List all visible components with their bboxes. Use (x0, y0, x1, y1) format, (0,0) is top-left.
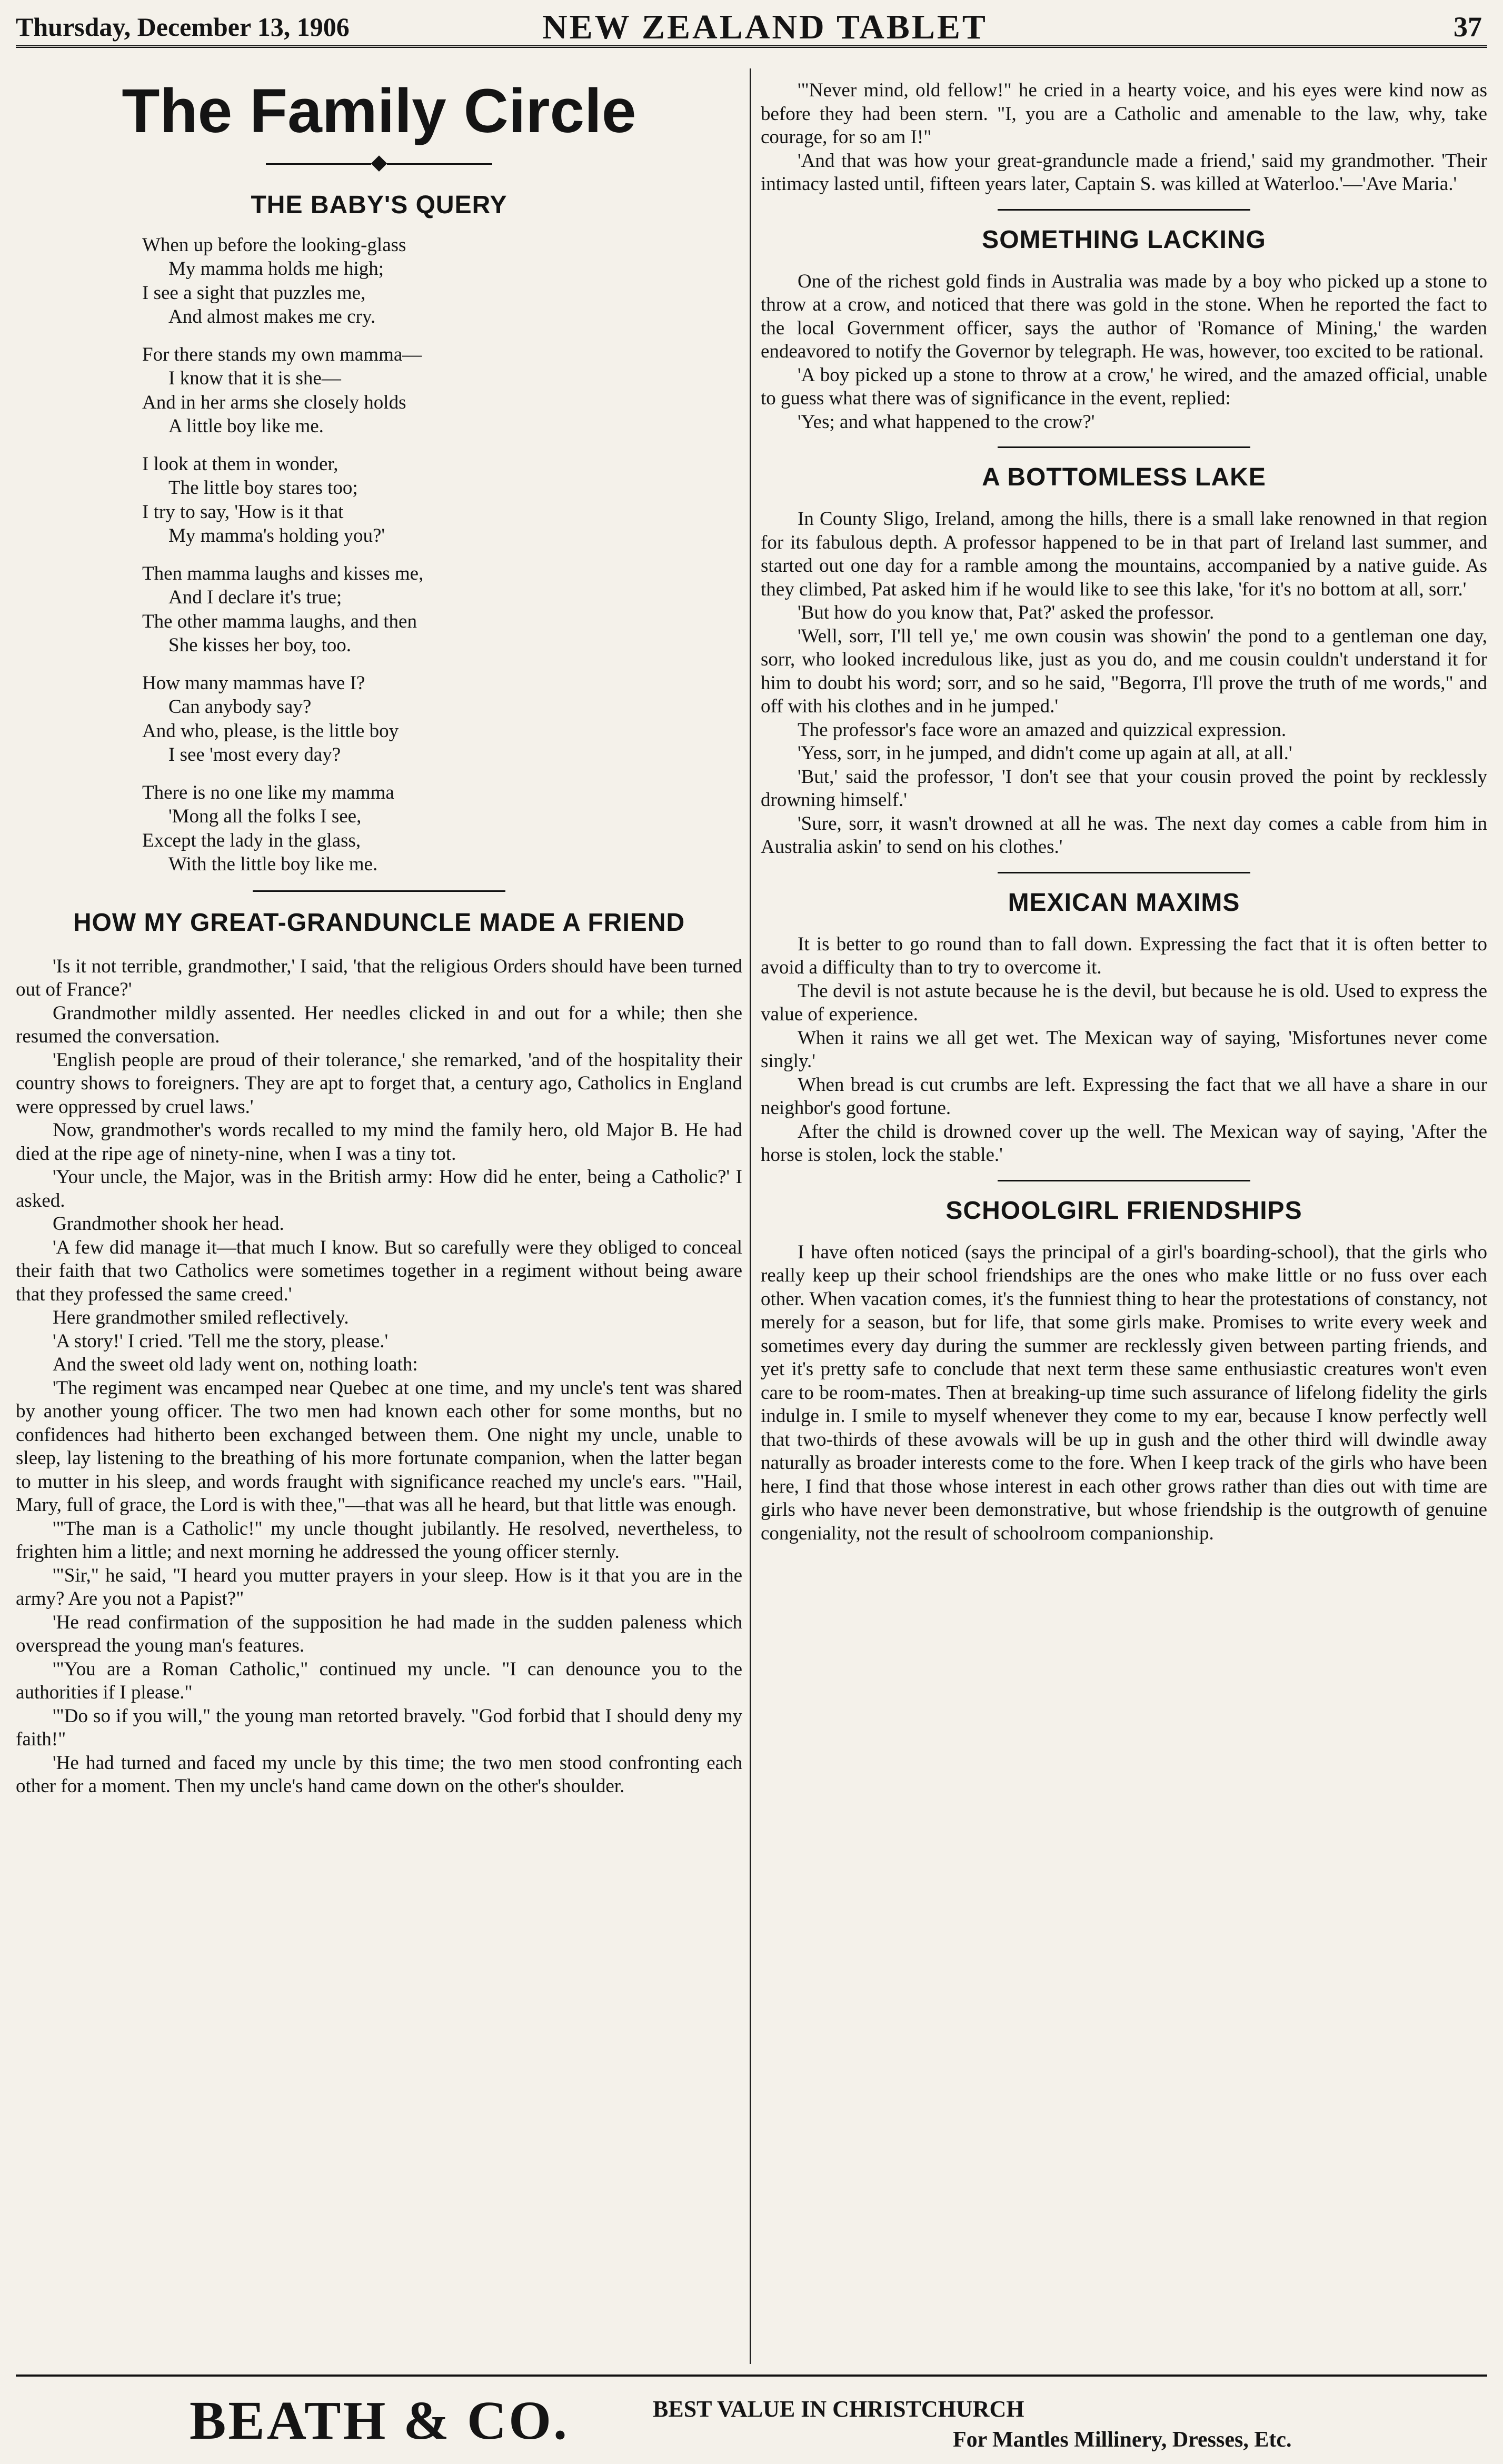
paragraph: Grandmother mildly assented. Her needles clicked in and out for a while; then she resumed the conversation. (16, 1002, 742, 1048)
story-continued (761, 79, 1487, 196)
poem-stanza (142, 452, 742, 548)
bottomless-lake-body (761, 508, 1487, 859)
paragraph: 'A few did manage it—that much I know. But so carefully were they obliged to conceal their faith that two Catholics were sometimes together in a regiment without being aware that they professed the same creed.' (16, 1236, 742, 1305)
poem-line: My mamma's holding you?' (168, 525, 385, 547)
spacer (761, 1225, 1487, 1241)
paragraph: 'The regiment was encamped near Quebec at one time, and my uncle's tent was shared by another young officer. The two men had known each other for some months, but no confidences had hitherto been exchanged between them. One night my uncle, unable to sleep, lay listening to the breathing of his more fortunate companion, when the latter began to mutter in his sleep, and words fraught with significance reached my uncle's ears. "'Hail, Mary, full of grace, the Lord is with thee,"—that was all he heard, but that little was enough. (16, 1377, 742, 1516)
poem-line: I try to say, 'How is it that (142, 501, 344, 523)
paragraph: 'He read confirmation of the supposition he had made in the sudden paleness which overspread the young man's features. (16, 1611, 742, 1657)
story-body (16, 955, 742, 1799)
spacer (761, 917, 1487, 933)
advertisement-footer (16, 2374, 1487, 2461)
section-divider (998, 872, 1250, 873)
paragraph: 'Sure, sorr, it wasn't drowned at all he was. The next day comes a cable from him in Australia askin' to send on his clothes.' (761, 812, 1487, 858)
poem-line: With the little boy like me. (168, 853, 378, 876)
poem-line: How many mammas have I? (142, 672, 365, 694)
poem-line: She kisses her boy, too. (168, 634, 352, 657)
poem-line: When up before the looking-glass (142, 234, 406, 256)
paragraph: The devil is not astute because he is the devil, but because he is old. Used to express the value of experience. (761, 980, 1487, 1025)
story-title: HOW MY GREAT-GRANDUNCLE MADE A FRIEND (73, 908, 685, 937)
section-divider (253, 890, 505, 892)
paragraph: When bread is cut crumbs are left. Expressing the fact that we all have a share in our neighbor's good fortune. (761, 1074, 1487, 1119)
poem-line: Then mamma laughs and kisses me, (142, 562, 424, 584)
poem-line: I see 'most every day? (168, 744, 341, 766)
paragraph: The professor's face wore an amazed and quizzical expression. (798, 719, 1287, 741)
paragraph: 'Well, sorr, I'll tell ye,' me own cousin was showin' the pond to a gentleman one day, sorr, who looked incredulous like, just as you do, and me cousin couldn't understand it for him to doubt his word; sorr, and so he said, "Begorra, I'll prove the truth of me words," and off with his clothes and in he jumped.' (761, 625, 1487, 717)
advertiser-name: BEATH & CO. (190, 2390, 570, 2451)
paragraph: 'Yess, sorr, in he jumped, and didn't come up again at all, at all.' (798, 742, 1292, 764)
paragraph: '"The man is a Catholic!" my uncle thought jubilantly. He resolved, nevertheless, to frighten him a little; and next morning he addressed the young officer sternly. (16, 1517, 742, 1563)
paragraph: Here grandmother smiled reflectively. (53, 1307, 349, 1329)
paragraph: 'He had turned and faced my uncle by this time; the two men stood confronting each other for a moment. Then my uncle's hand came down on the other's shoulder. (16, 1752, 742, 1797)
paragraph: 'But,' said the professor, 'I don't see that your cousin proved the point by recklessly drowning himself.' (761, 766, 1487, 811)
poem-line: I see a sight that puzzles me, (142, 282, 366, 304)
mexican-maxims-body (761, 933, 1487, 1167)
paragraph: And the sweet old lady went on, nothing loath: (53, 1354, 418, 1376)
column-title: The Family Circle (122, 79, 636, 146)
paragraph: One of the richest gold finds in Australia was made by a boy who picked up a stone to throw at a crow, and noticed that there was gold in the stone. When he reported the fact to the local Government officer, says the author of 'Romance of Mining,' the warden endeavored to notify the Governor by telegraph. He was, however, too excited to be rational. (761, 270, 1487, 362)
poem-stanza (142, 781, 742, 877)
paragraph: 'A boy picked up a stone to throw at a crow,' he wired, and the amazed official, unable to guess what there was of significance in the event, replied: (761, 364, 1487, 409)
paragraph: It is better to go round than to fall down. Expressing the fact that it is often better to avoid a difficulty than to try to overcome it. (761, 933, 1487, 978)
spacer (761, 492, 1487, 508)
poem-stanza (142, 343, 742, 439)
page-number: 37 (1454, 11, 1482, 43)
section-divider (998, 209, 1250, 211)
poem-line: For there stands my own mamma— (142, 343, 422, 365)
paragraph: 'A story!' I cried. 'Tell me the story, please.' (53, 1330, 389, 1352)
spacer (16, 939, 742, 955)
paragraph: 'Yes; and what happened to the crow?' (798, 411, 1095, 433)
schoolgirl-friendships-title: SCHOOLGIRL FRIENDSHIPS (945, 1196, 1302, 1225)
poem-line: And who, please, is the little boy (142, 720, 399, 742)
paragraph: When it rains we all get wet. The Mexican way of saying, 'Misfortunes never come singly.' (761, 1027, 1487, 1072)
section-divider (998, 446, 1250, 448)
poem-line: And I declare it's true; (168, 587, 342, 609)
masthead (16, 7, 1487, 48)
paragraph: 'And that was how your great-granduncle made a friend,' said my grandmother. 'Their intimacy lasted until, fifteen years later, Captain S. was killed at Waterloo.'—'Ave Maria.' (761, 150, 1487, 195)
poem-stanza (142, 562, 742, 658)
section-divider (998, 1180, 1250, 1181)
poem-line: 'Mong all the folks I see, (168, 806, 362, 828)
ornament-divider: ◆ (16, 152, 742, 173)
poem-line: There is no one like my mamma (142, 781, 394, 803)
poem-line: My mamma holds me high; (168, 258, 384, 280)
paragraph: 'Your uncle, the Major, was in the British army: How did he enter, being a Catholic?' I asked. (16, 1166, 742, 1211)
poem-line: And almost makes me cry. (168, 306, 376, 328)
paragraph: After the child is drowned cover up the well. The Mexican way of saying, 'After the horse is stolen, lock the stable.' (761, 1120, 1487, 1166)
poem-line: The other mamma laughs, and then (142, 610, 417, 632)
paragraph: 'Is it not terrible, grandmother,' I said, 'that the religious Orders should have been turned out of France?' (16, 955, 742, 1001)
newspaper-title: NEW ZEALAND TABLET (542, 8, 988, 46)
paragraph: Now, grandmother's words recalled to my mind the family hero, old Major B. He had died at the ripe age of ninety-nine, when I was a tiny tot. (16, 1119, 742, 1165)
schoolgirl-friendships-body (761, 1241, 1487, 1546)
paragraph: '"Sir," he said, "I heard you mutter prayers in your sleep. How is it that you are in the army? Are you not a Papist?" (16, 1564, 742, 1610)
poem-line: A little boy like me. (168, 415, 324, 438)
paragraph: Grandmother shook her head. (53, 1213, 284, 1235)
poem-line: And in her arms she closely holds (142, 391, 406, 413)
poem (142, 233, 742, 877)
poem-line: Except the lady in the glass, (142, 829, 361, 851)
paragraph: '"You are a Roman Catholic," continued my uncle. "I can denounce you to the authorities if I please." (16, 1658, 742, 1704)
poem-line: Can anybody say? (168, 696, 312, 718)
poem-stanza (142, 671, 742, 767)
column-divider (750, 68, 751, 2364)
poem-line: I look at them in wonder, (142, 453, 339, 475)
something-lacking-body (761, 270, 1487, 434)
left-column (16, 79, 742, 2359)
bottomless-lake-title: A BOTTOMLESS LAKE (982, 463, 1266, 491)
issue-date: Thursday, December 13, 1906 (16, 12, 350, 42)
advertiser-tagline: BEST VALUE IN CHRISTCHURCH (653, 2396, 1024, 2422)
poem-line: I know that it is she— (168, 367, 341, 390)
advertiser-subline: For Mantles Millinery, Dresses, Etc. (953, 2428, 1292, 2452)
right-column (761, 79, 1487, 2359)
paragraph: 'English people are proud of their tolerance,' she remarked, 'and of the hospitality their country shows to foreigners. They are apt to forget that, a century ago, Catholics in England were oppressed by cruel laws.' (16, 1049, 742, 1118)
paragraph: I have often noticed (says the principal of a girl's boarding-school), that the girls who really keep up their school friendships are the ones who make little or no fuss over each other. When vacation comes, it's the funniest thing to hear the protestations of constancy, not merely for a season, but for life, that some girls make. Promises to write every week and sometimes every day during the summer are recklessly given between parting friends, and yet it's pretty safe to conclude that next term these same enthusiastic creatures won't even care to be room-mates. Then at breaking-up time such assurance of lifelong fidelity the girls indulge in. I smile to myself whenever they come to my ear, because I know perfectly well that two-thirds of these avowals will be up in gush and the other third will dwindle away naturally as broader interests come to the fore. When I keep track of the girls who have been here, I find that those whose interest in each other grows rather than dies out with time are girls who have never been demonstrative, but whose friendship is the outgrowth of genuine congeniality, not the result of schoolroom companionship. (761, 1241, 1487, 1544)
paragraph: 'But how do you know that, Pat?' asked the professor. (798, 602, 1215, 623)
spacer (761, 254, 1487, 270)
something-lacking-title: SOMETHING LACKING (982, 225, 1266, 254)
poem-title: THE BABY'S QUERY (251, 191, 507, 219)
paragraph: In County Sligo, Ireland, among the hills, there is a small lake renowned in that region for its fabulous depth. A professor happened to be in that part of Ireland last summer, and started out one day for a ramble among the mountains, accompanied by a native guide. As they climbed, Pat asked him if he would like to see this lake, 'for it's no bottom at all, sorr.' (761, 508, 1487, 600)
paragraph: '"Do so if you will," the young man retorted bravely. "God forbid that I should deny my faith!" (16, 1705, 742, 1751)
poem-stanza (142, 233, 742, 329)
poem-line: The little boy stares too; (168, 477, 358, 499)
mexican-maxims-title: MEXICAN MAXIMS (1008, 888, 1240, 917)
paragraph: '"Never mind, old fellow!" he cried in a hearty voice, and his eyes were kind now as before they had been stern. "I, you are a Catholic and amenable to the law, why, take courage, for so am I!" (761, 80, 1487, 148)
